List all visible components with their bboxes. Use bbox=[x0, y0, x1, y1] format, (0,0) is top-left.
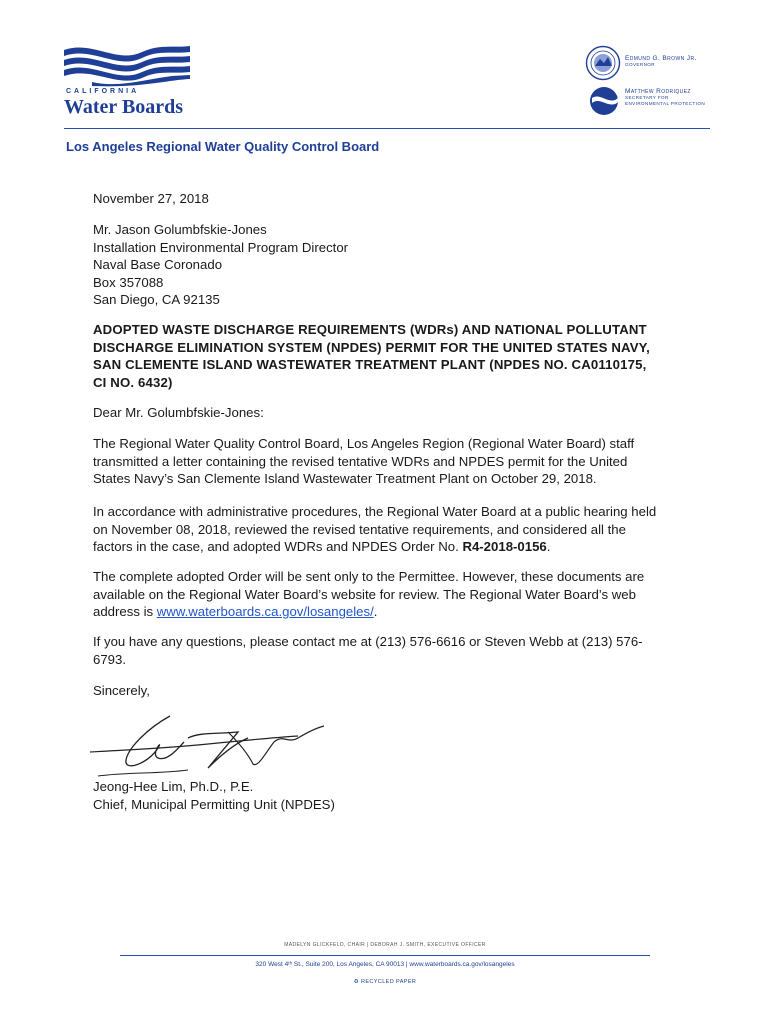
paragraph-3 bbox=[93, 568, 703, 621]
subject-line: SAN CLEMENTE ISLAND WASTEWATER TREATMENT PLANT (NPDES NO. CA0110175, bbox=[93, 357, 647, 372]
signer-block bbox=[93, 778, 703, 813]
closing: Sincerely, bbox=[93, 683, 150, 698]
paragraph-line: The Regional Water Quality Control Board, Los Angeles Region (Regional Water Board) staff bbox=[93, 436, 635, 451]
paragraph-line: The complete adopted Order will be sent only to the Permittee. However, these documents are bbox=[93, 569, 645, 584]
paragraph-line: transmitted a letter containing the revised tentative WDRs and NPDES permit for the United bbox=[93, 453, 628, 469]
recipient-line: Installation Environmental Program Director bbox=[93, 239, 349, 255]
recipient-address bbox=[93, 221, 703, 309]
letter-date: November 27, 2018 bbox=[93, 191, 209, 206]
governor-title: GOVERNOR bbox=[625, 62, 655, 67]
logo-state-text: CALIFORNIA bbox=[66, 88, 140, 95]
footer-address: 320 West 4ᵗʰ St., Suite 200, Los Angeles, CA 90013 | www.waterboards.ca.gov/losangeles bbox=[255, 961, 515, 968]
governor-name: Edmund G. Brown Jr. bbox=[625, 55, 697, 62]
subject-block bbox=[93, 321, 703, 391]
california-seal-icon bbox=[585, 45, 621, 81]
header-divider bbox=[64, 128, 710, 129]
subject-line: DISCHARGE ELIMINATION SYSTEM (NPDES) PERMIT FOR THE UNITED STATES NAVY, bbox=[93, 339, 650, 355]
signature-image bbox=[88, 708, 348, 783]
secretary-title-line2: ENVIRONMENTAL PROTECTION bbox=[625, 101, 706, 106]
paragraph-4 bbox=[93, 633, 703, 668]
water-boards-waves-logo bbox=[62, 42, 192, 88]
paragraph-line: If you have any questions, please contact me at (213) 576-6616 or Steven Webb at (213) 576- bbox=[93, 634, 643, 649]
paragraph-1 bbox=[93, 435, 703, 488]
paragraph-line: address is www.waterboards.ca.gov/losangeles/. bbox=[93, 604, 378, 619]
footer-divider bbox=[120, 955, 650, 956]
secretary-name: Matthew Rodriquez bbox=[625, 88, 691, 95]
calepa-logo-icon bbox=[588, 86, 620, 116]
signer-name: Jeong-Hee Lim, Ph.D., P.E. bbox=[93, 779, 254, 794]
signer-title: Chief, Municipal Permitting Unit (NPDES) bbox=[93, 796, 335, 812]
board-name-heading: Los Angeles Regional Water Quality Control Board bbox=[66, 139, 380, 154]
governor-block bbox=[625, 55, 697, 68]
recycle-icon: ♻ bbox=[353, 979, 361, 985]
paragraph-line: 6793. bbox=[93, 651, 127, 667]
secretary-title-line1: SECRETARY FOR bbox=[625, 95, 669, 100]
salutation: Dear Mr. Golumbfskie-Jones: bbox=[93, 405, 264, 420]
footer-recycled bbox=[0, 979, 770, 985]
recipient-line: San Diego, CA 92135 bbox=[93, 292, 220, 307]
paragraph-line: factors in the case, and adopted WDRs and NPDES Order No. R4-2018-0156. bbox=[93, 539, 551, 554]
subject-line: ADOPTED WASTE DISCHARGE REQUIREMENTS (WDRs) AND NATIONAL POLLUTANT bbox=[93, 322, 647, 337]
secretary-block bbox=[625, 88, 705, 107]
recipient-line: Mr. Jason Golumbfskie-Jones bbox=[93, 222, 267, 237]
paragraph-line: States Navy’s San Clemente Island Wastewater Treatment Plant on October 29, 2018. bbox=[93, 471, 597, 486]
recycled-paper-text: RECYCLED PAPER bbox=[360, 979, 417, 985]
website-link[interactable]: www.waterboards.ca.gov/losangeles/ bbox=[156, 604, 374, 619]
logo-name-text: Water Boards bbox=[64, 96, 184, 118]
paragraph-line: In accordance with administrative procedures, the Regional Water Board at a public hearing held bbox=[93, 504, 657, 519]
paragraph-line: on November 08, 2018, reviewed the revised tentative requirements, and considered all the bbox=[93, 521, 626, 537]
recipient-line: Naval Base Coronado bbox=[93, 257, 223, 272]
paragraph-2 bbox=[93, 503, 703, 556]
footer-officers: MADELYN GLICKFELD, CHAIR | DEBORAH J. SMITH, EXECUTIVE OFFICER bbox=[284, 942, 486, 948]
order-number: R4-2018-0156 bbox=[462, 539, 547, 554]
recipient-line: Box 357088 bbox=[93, 274, 164, 290]
subject-line: CI NO. 6432) bbox=[93, 374, 173, 390]
paragraph-line: available on the Regional Water Board’s website for review. The Regional Water Board’s web bbox=[93, 586, 636, 602]
